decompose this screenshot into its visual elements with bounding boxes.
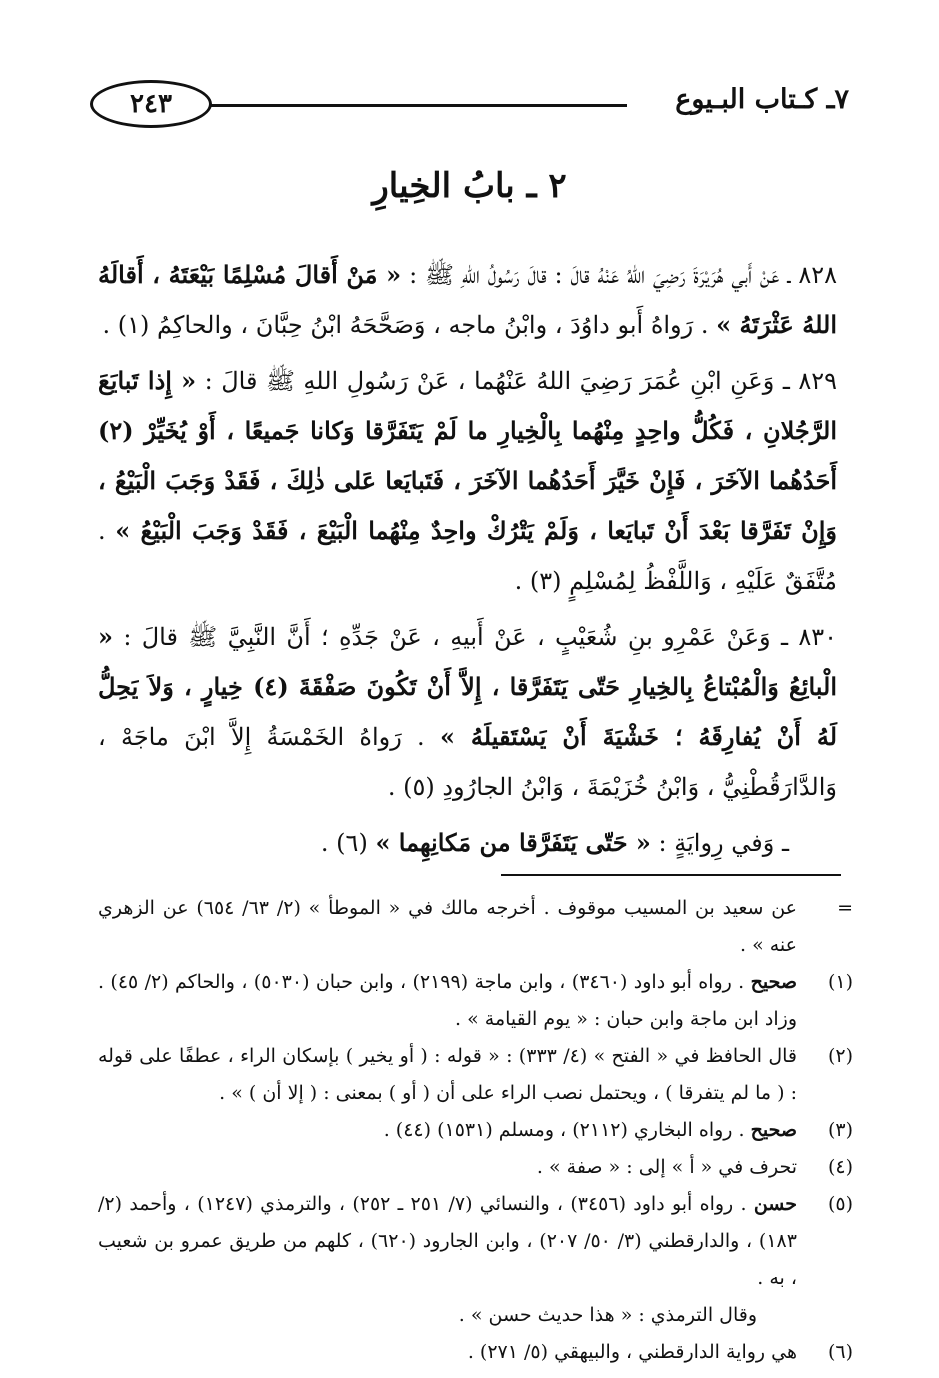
footnote-body: قال الحافظ في « الفتح » (٤/ ٣٣٣) : « قوله : ( أو يخير ) بإسكان الراء ، عطفًا على قوله : ( ما لم يتفرقا ) ، ويحتمل نصب الراء على أن ( أو ) بمعنى : ( إلا أن ) » . [98,1045,798,1104]
footnotes [98,890,853,1371]
hadith-number: ٨٢٩ ـ [782,367,838,395]
footnote-grade: صحيح [750,1119,797,1141]
footnote-mark [797,1297,853,1334]
footnote-body: تحرف في « أ » إلى : « صفة » . [536,1156,797,1178]
hadith-828 [98,250,837,350]
running-header [90,80,849,136]
footnote-text [98,1112,797,1149]
footnote-mark: (١) [827,971,853,993]
hadith-text: « إِذا تَبايَعَ الرَّجُلانِ ، فَكُلُّ واحِدٍ مِنْهُما بِالْخِيارِ ما لَمْ يَتَفَرَّقا وَكانا جَميعًا ، أَوْ يُخَيِّرْ (٢) أَحَدُهُما الآخَرَ ، فَإِنْ خَيَّرَ أَحَدُهُما الآخَرَ ، فَتَبايَعا عَلى ذٰلِكَ ، فَقَدْ وَجَبَ الْبَيْعُ ، وَإِنْ تَفَرَّقا بَعْدَ أَنْ تَبايَعا ، وَلَمْ يَتْرُكْ واحِدٌ مِنْهُما الْبَيْعَ ، فَقَدْ وَجَبَ الْبَيْعُ » [98,366,837,545]
footnote-2 [98,1038,853,1112]
hadith-text: « حَتّى يَتَفَرَّقا من مَكانِهِما » [375,828,651,857]
hadith-source: . رَواهُ أَبو داوُدَ ، وابْنُ ماجه ، وَصَحَّحَهُ ابْنُ حِبَّانَ ، والحاكِمُ (١) . [102,311,709,339]
footnote-text [98,1334,797,1371]
hadith-829 [98,356,837,606]
footnote-mark: (٥) [827,1193,853,1215]
page-number-text: ٢٤٣ [130,89,172,119]
footnote-3 [98,1112,853,1149]
footnote-text [98,1038,797,1112]
footnote-text [98,1149,797,1186]
hadith-source: . رَواهُ الخَمْسَةُ إِلاَّ ابْنَ ماجَهْ ، وَالدَّارَقُطْنِيُّ ، وَابْنُ خُزَيْمَةَ ، وَابْنُ الجارُودِ (٥) . [98,723,837,801]
page-number [90,80,212,128]
footnote-text [98,1186,797,1297]
chapter-title: ٧ـ كـتاب البـيوع [675,84,849,115]
footnote-text [98,964,797,1038]
section-title: ٢ ـ بابُ الخِيارِ [372,166,567,206]
hadith-intro: وَعَنِ ابْنِ عُمَرَ رَضِيَ اللهُ عَنْهُما ، عَنْ رَسُولِ اللهِ ﷺ قالَ : [204,367,775,395]
footnote-4 [98,1149,853,1186]
footnote-mark: = [837,897,853,919]
footnote-body: وقال الترمذي : « هذا حديث حسن » . [458,1304,757,1326]
hadith-number: ٨٣٠ ـ [780,623,837,651]
footnote-text [98,1297,797,1334]
footnote-body: . رواه أبو داود (٣٤٦٠) ، وابن ماجة (٢١٩٩) ، وابن حبان (٥٠٣٠) ، والحاكم (٢/ ٤٥) . وزاد ابن ماجة وابن حبان : « يوم القيامة » . [98,971,797,1030]
footnote-text [98,890,797,964]
footnote-5 [98,1186,853,1297]
footnote-6 [98,1334,853,1371]
hadith-intro: وَعَنْ عَمْرِو بنِ شُعَيْبٍ ، عَنْ أَبيهِ ، عَنْ جَدِّهِ ؛ أَنَّ النَّبِيَّ ﷺ قالَ : [123,623,771,651]
footnote-grade: حسن [753,1193,797,1215]
footnote-body: هي رواية الدارقطني ، والبيهقي (٥/ ٢٧١) . [467,1341,797,1363]
footnote-rule [501,874,841,876]
main-text [98,250,837,874]
hadith-number: ٨٢٨ ـ [787,261,837,289]
hadith-text: « الْبائِعُ وَالْمُبْتاعُ بِالخِيارِ حَتّى يَتَفَرَّقا ، إِلاَّ أَنْ تَكُونَ صَفْقَةَ (٤) خِيارٍ ، وَلاَ يَحِلُّ لَهُ أَنْ يُفارِقَهُ ؛ خَشْيَةَ أَنْ يَسْتَقيلَهُ » [98,622,838,751]
hadith-source: (٦) . [320,829,368,857]
footnote-grade: صحيح [750,971,797,993]
hadith-source: . مُتَّفَقٌ عَلَيْهِ ، وَاللَّفْظُ لِمُسْلِمٍ (٣) . [98,517,837,595]
hadith-text: « مَنْ أَقالَ مُسْلِمًا بَيْعَتَهُ ، أَقالَهُ اللهُ عَثْرَتَهُ » [98,260,837,339]
footnote-mark: (٦) [827,1341,853,1363]
footnote-mark: (٣) [827,1119,853,1141]
footnote-1 [98,964,853,1038]
hadith-intro: عَنْ أَبي هُرَيْرَةَ رَضِيَ اللهُ عَنْهُ قالَ : قالَ رَسُولُ اللهِ ﷺ : [409,261,780,289]
hadith-intro: ـ وَفي رِوايَةٍ : [658,829,789,857]
hadith-830 [98,612,837,812]
hadith-830-variant [98,818,837,868]
footnote-continuation [98,890,853,964]
footnote-5-note [98,1297,853,1334]
footnote-body: . رواه البخاري (٢١١٢) ، ومسلم (١٥٣١) (٤٤) . [383,1119,745,1141]
footnote-body: عن سعيد بن المسيب موقوف . أخرجه مالك في « الموطأ » (٢/ ٦٣/ ٦٥٤) عن الزهري عنه » . [98,897,798,956]
footnote-body: . رواه أبو داود (٣٤٥٦) ، والنسائي (٧/ ٢٥١ ـ ٢٥٢) ، والترمذي (١٢٤٧) ، وأحمد (٢/ ١٨٣) ، والدارقطني (٣/ ٥٠/ ٢٠٧) ، وابن الجارود (٦٢٠) ، كلهم من طريق عمرو بن شعيب ، به . [98,1193,797,1289]
footnote-mark: (٢) [827,1045,853,1067]
footnote-mark: (٤) [827,1156,853,1178]
header-rule [210,104,627,107]
